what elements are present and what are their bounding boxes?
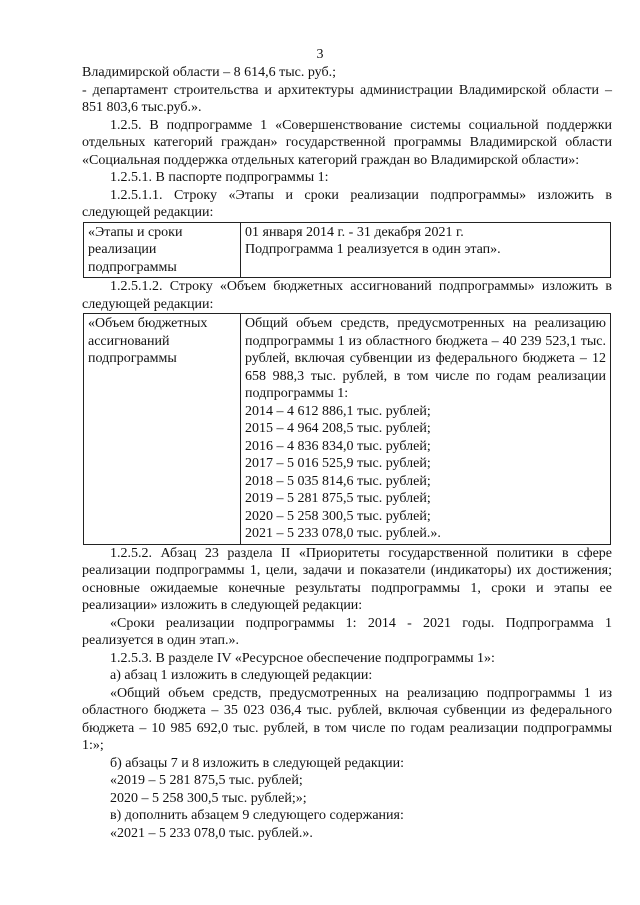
paragraph-1-2-5-3: 1.2.5.3. В разделе IV «Ресурсное обеспечение подпрограммы 1»: xyxy=(110,650,495,666)
paragraph-1-2-5: 1.2.5. В подпрограмме 1 «Совершенствование системы социальной поддержки отдельных категорий граждан» государственной программы Владимирской области «Социальная поддержка отдельных категорий граждан во Владимирской области»: xyxy=(82,117,612,168)
paragraph-terms-quote: «Сроки реализации подпрограммы 1: 2014 - 2021 годы. Подпрограмма 1 реализуется в один этап.». xyxy=(82,615,612,648)
paragraph-department-item: - департамент строительства и архитектуры администрации Владимирской области – 851 803,6 тыс.руб.». xyxy=(82,82,612,115)
stages-note: Подпрограмма 1 реализуется в один этап». xyxy=(245,242,501,257)
table-row xyxy=(84,314,611,545)
stages-table xyxy=(83,222,611,279)
page-number: 3 xyxy=(316,47,324,62)
paragraph-region-total: Владимирской области – 8 614,6 тыс. руб.; xyxy=(82,65,336,80)
paragraph-item-b: б) абзацы 7 и 8 изложить в следующей редакции: xyxy=(110,755,405,771)
budget-year-2018: 2018 – 5 035 814,6 тыс. рублей; xyxy=(245,473,431,489)
paragraph-1-2-5-1-1: 1.2.5.1.1. Строку «Этапы и сроки реализации подпрограммы» изложить в следующей редакции: xyxy=(82,187,612,220)
paragraph-1-2-5-1: 1.2.5.1. В паспорте подпрограммы 1: xyxy=(110,170,329,185)
budget-value-cell xyxy=(241,314,611,545)
budget-year-2016: 2016 – 4 836 834,0 тыс. рублей; xyxy=(245,438,431,454)
stages-dates: 01 января 2014 г. - 31 декабря 2021 г. xyxy=(245,224,464,240)
budget-year-2014: 2014 – 4 612 886,1 тыс. рублей; xyxy=(245,403,431,419)
budget-year-2021: 2021 – 5 233 078,0 тыс. рублей.». xyxy=(245,526,441,541)
budget-year-2020: 2020 – 5 258 300,5 тыс. рублей; xyxy=(245,508,431,524)
budget-intro: Общий объем средств, предусмотренных на реализацию подпрограммы 1 из областного бюджета – 40 239 523,1 тыс. рублей, включая субвенции из федерального бюджета – 12 658 988,3 тыс. рублей, в том числе по годам реализации подпрограммы 1: xyxy=(245,316,606,401)
stages-label-cell: «Этапы и сроки реализации подпрограммы xyxy=(84,222,241,278)
paragraph-1-2-5-2: 1.2.5.2. Абзац 23 раздела II «Приоритеты государственной политики в сфере реализации подпрограммы 1, цели, задачи и показатели (индикаторы) их достижения; основные ожидаемые конечные результаты подпрограммы 1, сроки и этапы ее реализации» изложить в следующей редакции: xyxy=(82,545,612,613)
paragraph-1-2-5-1-2: 1.2.5.1.2. Строку «Объем бюджетных ассигнований подпрограммы» изложить в следующей редакции: xyxy=(82,279,612,312)
paragraph-year-2019-quote: «2019 – 5 281 875,5 тыс. рублей; xyxy=(110,773,303,788)
document-body xyxy=(82,64,612,842)
table-row xyxy=(84,222,611,278)
budget-year-2015: 2015 – 4 964 208,5 тыс. рублей; xyxy=(245,421,431,436)
paragraph-year-2021-quote: «2021 – 5 233 078,0 тыс. рублей.». xyxy=(110,825,313,841)
budget-year-2019: 2019 – 5 281 875,5 тыс. рублей; xyxy=(245,491,431,506)
paragraph-year-2020-quote: 2020 – 5 258 300,5 тыс. рублей;»; xyxy=(110,790,307,806)
stages-value-cell xyxy=(241,222,611,278)
budget-label-cell: «Объем бюджетных ассигнований подпрограммы xyxy=(84,314,241,545)
budget-year-2017: 2017 – 5 016 525,9 тыс. рублей; xyxy=(245,456,431,471)
budget-table xyxy=(83,313,611,545)
paragraph-item-a: а) абзац 1 изложить в следующей редакции: xyxy=(110,668,373,683)
paragraph-item-v: в) дополнить абзацем 9 следующего содержания: xyxy=(110,808,404,823)
paragraph-total-quote: «Общий объем средств, предусмотренных на реализацию подпрограммы 1 из областного бюджета – 35 023 036,4 тыс. рублей, включая субвенции из федерального бюджета – 10 985 692,0 тыс. рублей, в том числе по годам реализации подпрограммы 1:»; xyxy=(82,685,612,753)
